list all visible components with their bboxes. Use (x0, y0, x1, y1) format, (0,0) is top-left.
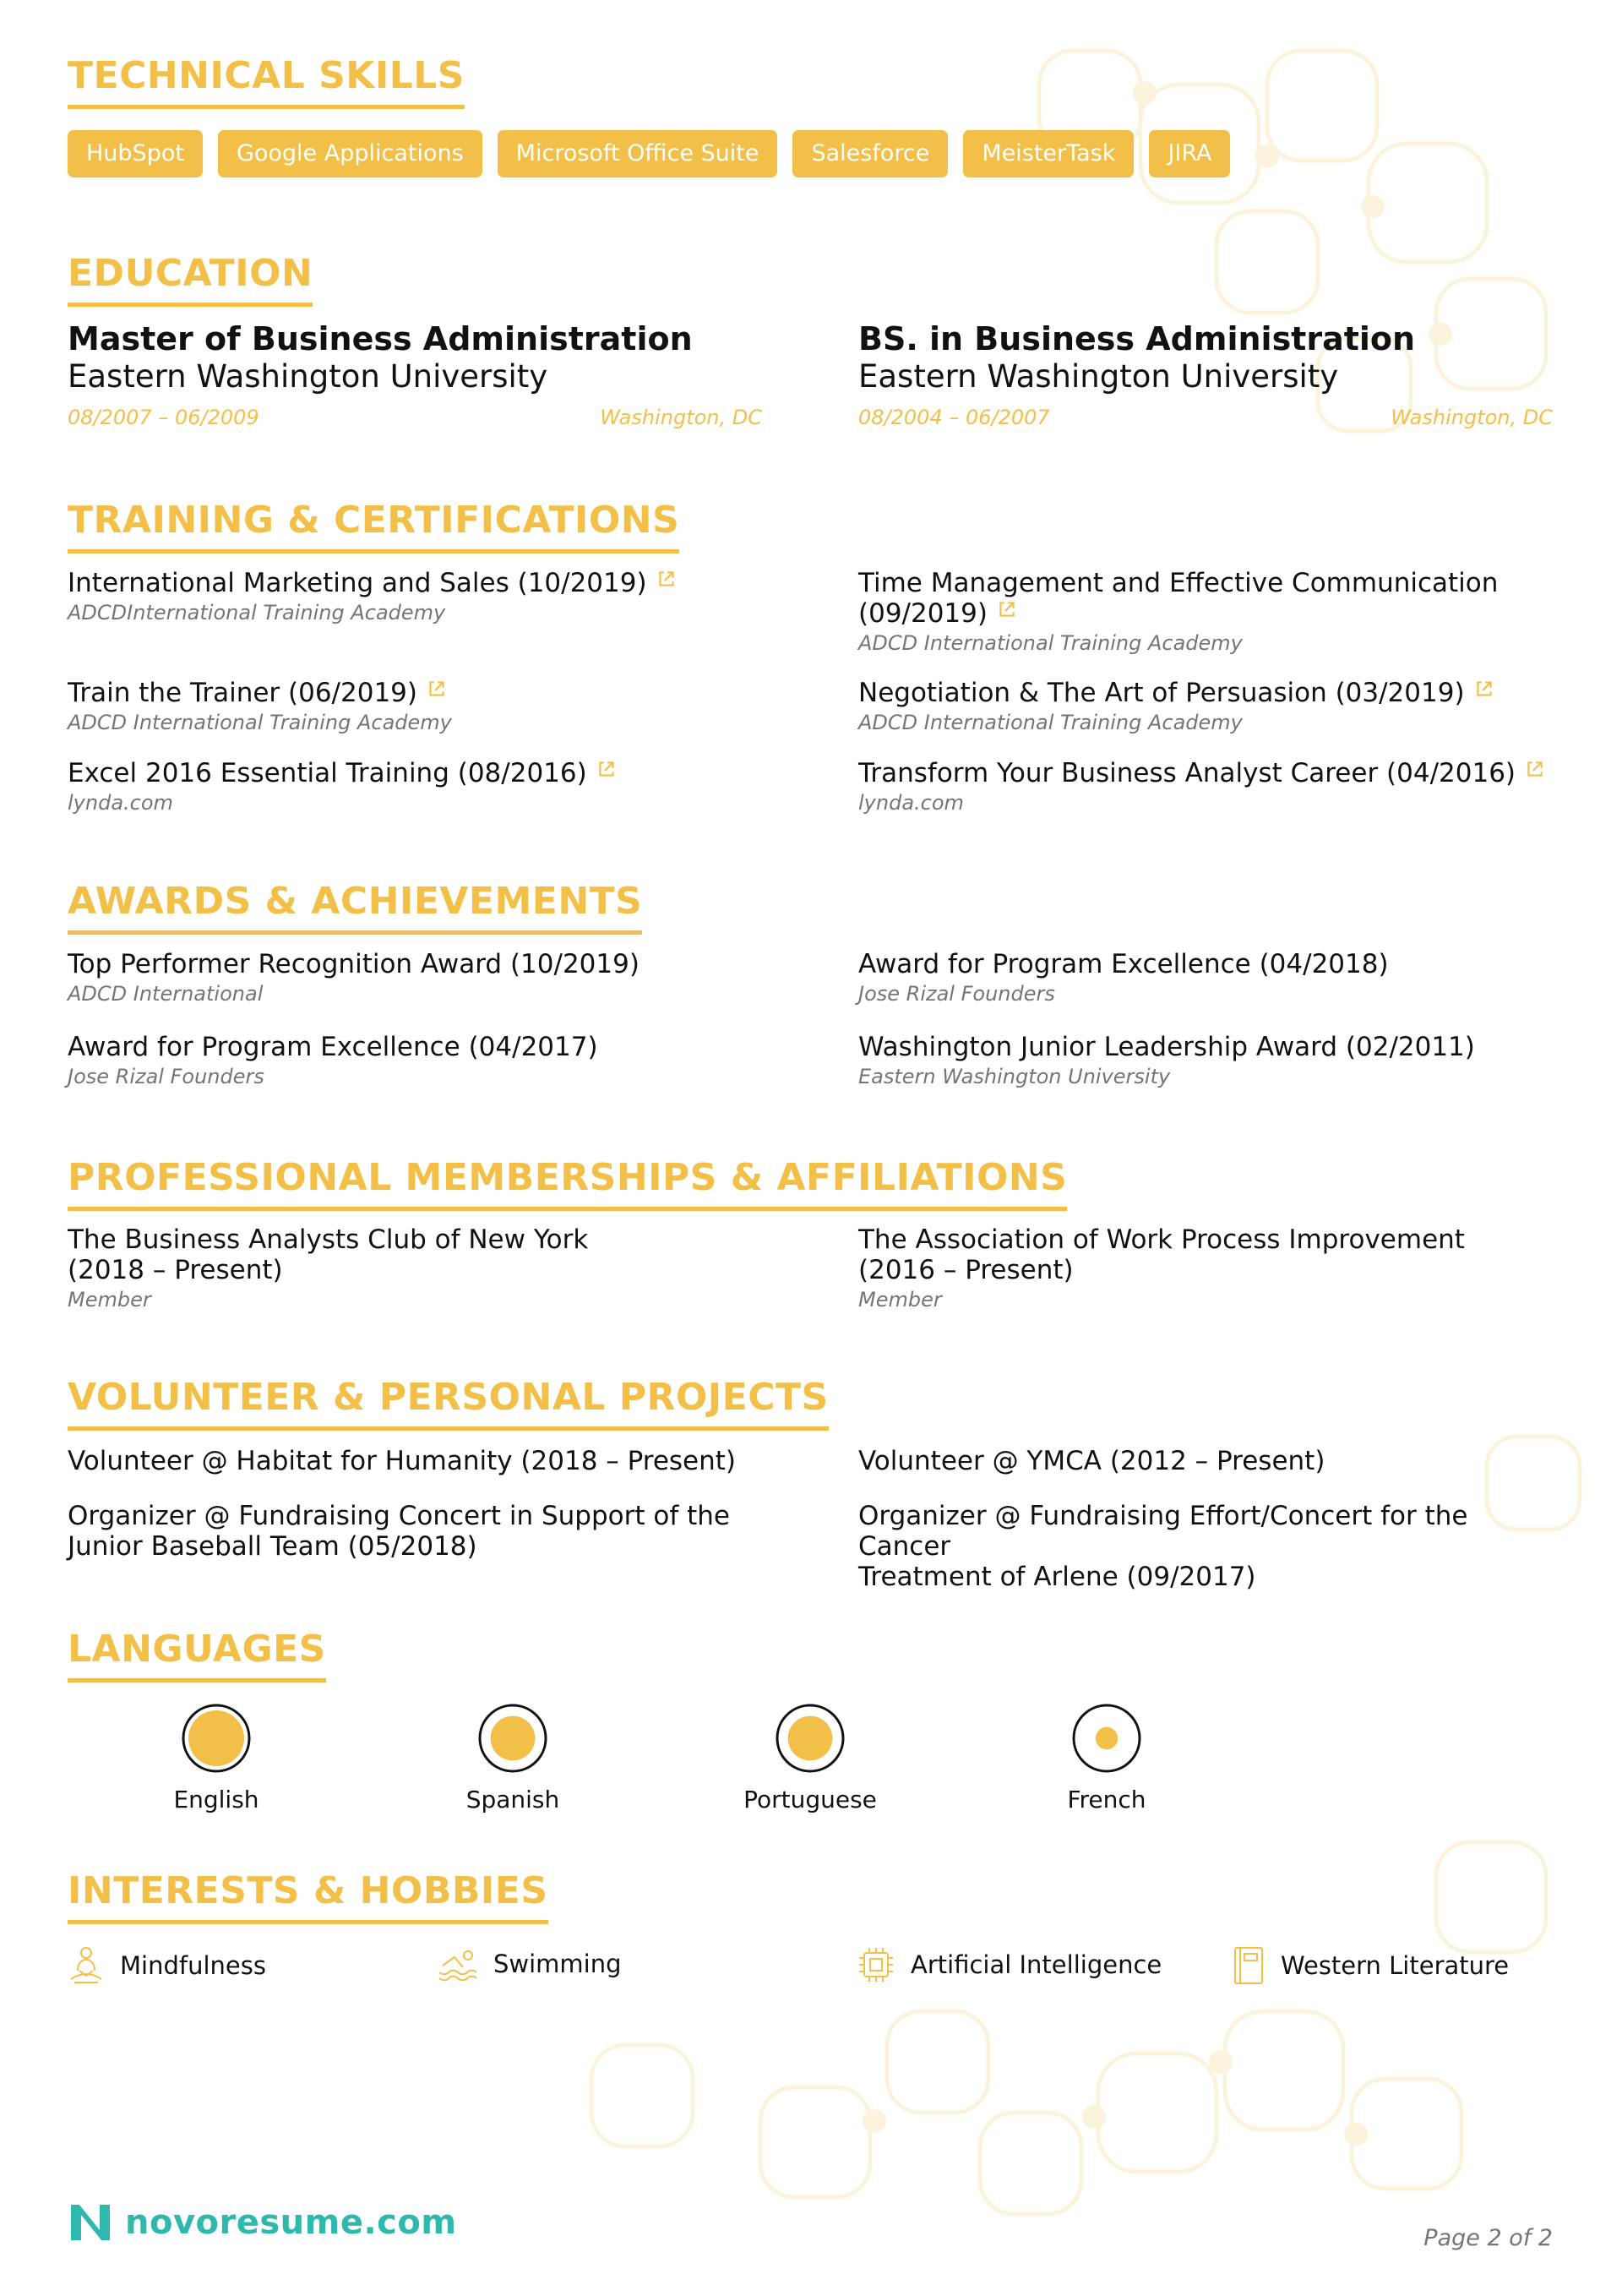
award-entry (68, 1032, 760, 1091)
section-title-technical-skills: TECHNICAL SKILLS (68, 57, 465, 109)
education-location: Washington, DC (600, 406, 762, 429)
language-item (132, 1703, 301, 1813)
language-item (428, 1703, 597, 1813)
external-link-icon[interactable] (1524, 758, 1546, 780)
volunteer-entry (68, 1501, 760, 1562)
section-title-education: EDUCATION (68, 255, 313, 307)
section-title-memberships: PROFESSIONAL MEMBERSHIPS & AFFILIATIONS (68, 1159, 1067, 1211)
language-name: French (1067, 1786, 1146, 1813)
brand-name: novoresume.com (125, 2203, 457, 2242)
language-name: Portuguese (743, 1786, 877, 1813)
training-org: ADCD International Training Academy (858, 711, 1243, 734)
volunteer-title: Organizer @ Fundraising Concert in Support of the (68, 1501, 730, 1531)
membership-title: The Business Analysts Club of New York (68, 1224, 589, 1255)
training-entry (68, 678, 760, 737)
skill-tag: HubSpot (68, 130, 203, 177)
award-org: Jose Rizal Founders (858, 982, 1055, 1006)
training-title (68, 758, 760, 788)
membership-period: (2018 – Present) (68, 1255, 283, 1285)
volunteer-entry (858, 1446, 1559, 1476)
interest-item (68, 1945, 266, 1986)
school-name: Eastern Washington University (68, 358, 548, 395)
interest-item (438, 1945, 622, 1982)
training-title (858, 678, 1559, 708)
interest-label: Mindfulness (120, 1951, 266, 1980)
language-name: English (173, 1786, 259, 1813)
award-title: Award for Program Excellence (04/2017) (68, 1032, 598, 1062)
training-org: lynda.com (858, 791, 964, 815)
external-link-icon[interactable] (426, 678, 448, 700)
section-title-languages: LANGUAGES (68, 1631, 326, 1682)
education-meta (68, 401, 762, 434)
training-title-text: Train the Trainer (06/2019) (68, 678, 417, 708)
section-title-volunteer: VOLUNTEER & PERSONAL PROJECTS (68, 1379, 829, 1431)
degree-title: Master of Business Administration (68, 320, 693, 357)
proficiency-indicator (477, 1703, 548, 1774)
education-dates: 08/2007 – 06/2009 (68, 406, 259, 429)
membership-title: The Association of Work Process Improvement (858, 1224, 1465, 1255)
training-title (68, 678, 760, 708)
training-entry (858, 678, 1559, 737)
volunteer-title: Volunteer @ YMCA (2012 – Present) (858, 1446, 1325, 1476)
interest-label: Western Literature (1281, 1951, 1510, 1980)
proficiency-indicator (181, 1703, 252, 1774)
external-link-icon[interactable] (656, 568, 678, 590)
skill-tag: JIRA (1149, 130, 1230, 177)
proficiency-indicator (775, 1703, 846, 1774)
award-org: Eastern Washington University (858, 1065, 1171, 1088)
education-location: Washington, DC (1391, 406, 1553, 429)
membership-role: Member (858, 1288, 942, 1312)
volunteer-title: Organizer @ Fundraising Effort/Concert for the Cancer (858, 1501, 1468, 1562)
award-title: Top Performer Recognition Award (10/2019) (68, 949, 640, 979)
training-title-text: Transform Your Business Analyst Career (04/2016) (858, 758, 1516, 788)
meditation-icon (68, 1945, 105, 1986)
school-name: Eastern Washington University (858, 358, 1339, 395)
education-dates: 08/2004 – 06/2007 (858, 406, 1050, 429)
interest-item (857, 1945, 1162, 1984)
training-title-text: International Marketing and Sales (10/2019) (68, 568, 647, 598)
education-entry (858, 319, 1559, 434)
award-entry (858, 949, 1559, 1008)
volunteer-entry (858, 1501, 1559, 1592)
volunteer-entry (68, 1446, 760, 1476)
training-entry (68, 758, 760, 817)
external-link-icon[interactable] (596, 758, 618, 780)
interest-item (1232, 1945, 1509, 1986)
chip-icon (857, 1945, 895, 1984)
award-org: ADCD International (68, 982, 264, 1006)
brand-logo[interactable] (68, 2201, 457, 2244)
training-entry (858, 568, 1559, 657)
training-org: ADCD International Training Academy (68, 711, 452, 734)
award-title: Award for Program Excellence (04/2018) (858, 949, 1389, 979)
membership-role: Member (68, 1288, 151, 1312)
training-org: ADCDInternational Training Academy (68, 601, 446, 624)
award-entry (68, 949, 760, 1008)
interest-label: Swimming (493, 1950, 622, 1978)
membership-entry (858, 1224, 1559, 1314)
training-org: lynda.com (68, 791, 173, 815)
membership-entry (68, 1224, 760, 1314)
training-entry (68, 568, 760, 627)
training-title (68, 568, 760, 598)
proficiency-indicator (1071, 1703, 1142, 1774)
book-icon (1232, 1945, 1265, 1986)
language-item (726, 1703, 895, 1813)
skill-tag: MeisterTask (963, 130, 1134, 177)
degree-title: BS. in Business Administration (858, 320, 1416, 357)
training-title (858, 758, 1559, 788)
training-title: Time Management and Effective Communication (858, 568, 1499, 598)
swimming-icon (438, 1945, 478, 1982)
page-number: Page 2 of 2 (1423, 2225, 1553, 2251)
education-entry (68, 319, 760, 434)
award-title: Washington Junior Leadership Award (02/2011) (858, 1032, 1475, 1062)
skill-tag: Google Applications (218, 130, 482, 177)
training-title-text: (09/2019) (858, 598, 988, 629)
section-title-awards: AWARDS & ACHIEVEMENTS (68, 883, 642, 935)
skill-tag: Salesforce (792, 130, 948, 177)
language-name: Spanish (465, 1786, 560, 1813)
external-link-icon[interactable] (1473, 678, 1495, 700)
external-link-icon[interactable] (996, 598, 1018, 620)
novoresume-logo-icon (68, 2201, 113, 2244)
education-meta (858, 401, 1553, 434)
section-title-interests: INTERESTS & HOBBIES (68, 1873, 548, 1924)
training-title-text: Negotiation & The Art of Persuasion (03/2019) (858, 678, 1465, 708)
award-org: Jose Rizal Founders (68, 1065, 264, 1088)
volunteer-title-cont: Junior Baseball Team (05/2018) (68, 1531, 477, 1562)
training-title-cont (858, 598, 1559, 629)
membership-period: (2016 – Present) (858, 1255, 1074, 1285)
interest-label: Artificial Intelligence (911, 1950, 1162, 1979)
skills-list (68, 130, 1230, 177)
volunteer-title: Volunteer @ Habitat for Humanity (2018 – Present) (68, 1446, 737, 1476)
skill-tag: Microsoft Office Suite (498, 130, 778, 177)
training-entry (858, 758, 1559, 817)
language-item (1022, 1703, 1191, 1813)
volunteer-title-cont: Treatment of Arlene (09/2017) (858, 1562, 1256, 1592)
training-org: ADCD International Training Academy (858, 631, 1243, 655)
section-title-training: TRAINING & CERTIFICATIONS (68, 502, 679, 554)
training-title-text: Excel 2016 Essential Training (08/2016) (68, 758, 587, 788)
award-entry (858, 1032, 1559, 1091)
